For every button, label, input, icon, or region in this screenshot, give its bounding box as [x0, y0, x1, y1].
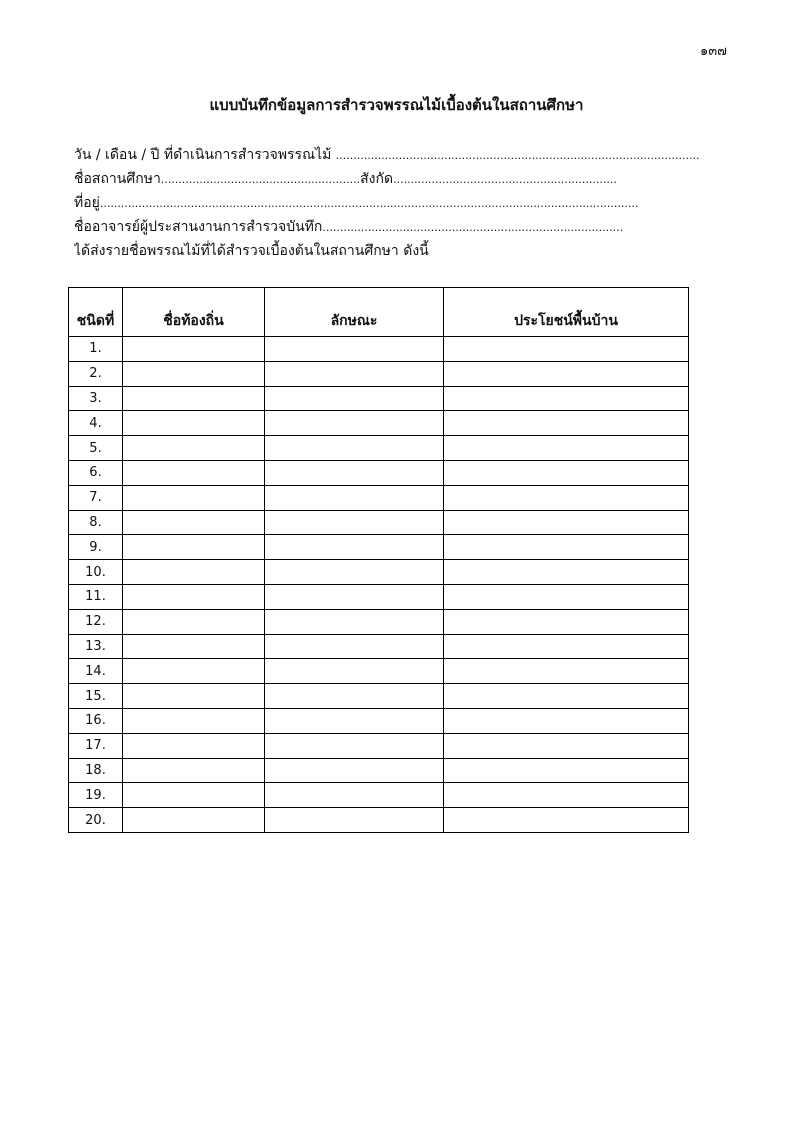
local-uses-cell[interactable] [444, 634, 689, 659]
local-uses-cell[interactable] [444, 411, 689, 436]
table-header-row [69, 288, 689, 337]
row-number-cell: 4. [69, 411, 123, 436]
local-uses-cell[interactable] [444, 808, 689, 833]
table-row [69, 758, 689, 783]
characteristics-cell[interactable] [265, 783, 444, 808]
table-row [69, 708, 689, 733]
row-number-cell: 1. [69, 337, 123, 362]
table-row [69, 386, 689, 411]
local-uses-cell[interactable] [444, 436, 689, 461]
local-name-cell[interactable] [123, 783, 265, 808]
characteristics-cell[interactable] [265, 411, 444, 436]
local-name-cell[interactable] [123, 337, 265, 362]
local-name-cell[interactable] [123, 361, 265, 386]
local-name-cell[interactable] [123, 535, 265, 560]
local-name-cell[interactable] [123, 436, 265, 461]
local-uses-cell[interactable] [444, 386, 689, 411]
local-name-cell[interactable] [123, 758, 265, 783]
local-uses-cell[interactable] [444, 361, 689, 386]
table-row [69, 460, 689, 485]
row-number-cell: 20. [69, 808, 123, 833]
table-row [69, 609, 689, 634]
local-uses-cell[interactable] [444, 460, 689, 485]
local-name-cell[interactable] [123, 634, 265, 659]
row-number-cell: 13. [69, 634, 123, 659]
address-line [74, 192, 714, 216]
characteristics-cell[interactable] [265, 361, 444, 386]
local-uses-cell[interactable] [444, 659, 689, 684]
table-row [69, 535, 689, 560]
table-row [69, 436, 689, 461]
characteristics-cell[interactable] [265, 436, 444, 461]
survey-date-field[interactable]: ........................................................................................................ [335, 149, 700, 162]
row-number-cell: 3. [69, 386, 123, 411]
local-uses-cell[interactable] [444, 708, 689, 733]
local-uses-cell[interactable] [444, 535, 689, 560]
local-name-cell[interactable] [123, 560, 265, 585]
row-number-cell: 11. [69, 584, 123, 609]
plant-survey-table [68, 287, 689, 833]
row-number-cell: 18. [69, 758, 123, 783]
table-row [69, 684, 689, 709]
table-row [69, 659, 689, 684]
table-row [69, 361, 689, 386]
local-name-cell[interactable] [123, 460, 265, 485]
row-number-cell: 5. [69, 436, 123, 461]
local-uses-cell[interactable] [444, 684, 689, 709]
form-info-fields [74, 144, 714, 264]
table-row [69, 337, 689, 362]
row-number-cell: 17. [69, 733, 123, 758]
affiliation-field[interactable]: ................................................................ [393, 173, 617, 186]
characteristics-cell[interactable] [265, 485, 444, 510]
local-uses-cell[interactable] [444, 733, 689, 758]
column-header-number: ชนิดที่ [69, 288, 123, 337]
local-uses-cell[interactable] [444, 560, 689, 585]
row-number-cell: 10. [69, 560, 123, 585]
row-number-cell: 9. [69, 535, 123, 560]
local-name-cell[interactable] [123, 510, 265, 535]
school-name-label: ชื่อสถานศึกษา [74, 171, 161, 187]
school-name-field[interactable]: ......................................................... [160, 173, 361, 186]
survey-date-label: วัน / เดือน / ปี ที่ดำเนินการสำรวจพรรณไม้ [74, 147, 336, 163]
characteristics-cell[interactable] [265, 684, 444, 709]
table-row [69, 634, 689, 659]
column-header-characteristics: ลักษณะ [265, 288, 444, 337]
local-uses-cell[interactable] [444, 783, 689, 808]
characteristics-cell[interactable] [265, 584, 444, 609]
local-name-cell[interactable] [123, 485, 265, 510]
local-uses-cell[interactable] [444, 584, 689, 609]
local-name-cell[interactable] [123, 386, 265, 411]
table-row [69, 510, 689, 535]
row-number-cell: 15. [69, 684, 123, 709]
local-name-cell[interactable] [123, 609, 265, 634]
local-name-cell[interactable] [123, 411, 265, 436]
row-number-cell: 7. [69, 485, 123, 510]
address-label: ที่อยู่ [74, 195, 100, 211]
characteristics-cell[interactable] [265, 535, 444, 560]
local-name-cell[interactable] [123, 584, 265, 609]
local-name-cell[interactable] [123, 684, 265, 709]
characteristics-cell[interactable] [265, 634, 444, 659]
row-number-cell: 19. [69, 783, 123, 808]
row-number-cell: 12. [69, 609, 123, 634]
characteristics-cell[interactable] [265, 510, 444, 535]
affiliation-label: สังกัด [360, 171, 394, 187]
characteristics-cell[interactable] [265, 808, 444, 833]
address-field[interactable]: .......................................................................................................................................................... [99, 197, 639, 210]
table-row [69, 783, 689, 808]
table-row [69, 560, 689, 585]
table-row [69, 485, 689, 510]
characteristics-cell[interactable] [265, 659, 444, 684]
table-row [69, 584, 689, 609]
row-number-cell: 16. [69, 708, 123, 733]
characteristics-cell[interactable] [265, 609, 444, 634]
row-number-cell: 2. [69, 361, 123, 386]
local-name-cell[interactable] [123, 659, 265, 684]
column-header-local-name: ชื่อท้องถิ่น [123, 288, 265, 337]
statement-line: ได้ส่งรายชื่อพรรณไม้ที่ได้สำรวจเบื้องต้นในสถานศึกษา ดังนี้ [74, 243, 429, 259]
local-uses-cell[interactable] [444, 485, 689, 510]
characteristics-cell[interactable] [265, 386, 444, 411]
table-row [69, 411, 689, 436]
table-row [69, 808, 689, 833]
local-uses-cell[interactable] [444, 609, 689, 634]
characteristics-cell[interactable] [265, 460, 444, 485]
survey-date-line [74, 144, 714, 168]
form-title: แบบบันทึกข้อมูลการสำรวจพรรณไม้เบื้องต้นในสถานศึกษา [209, 96, 584, 114]
coordinator-line [74, 216, 714, 240]
coordinator-label: ชื่ออาจารย์ผู้ประสานงานการสำรวจบันทึก [74, 219, 323, 235]
characteristics-cell[interactable] [265, 560, 444, 585]
local-uses-cell[interactable] [444, 510, 689, 535]
row-number-cell: 8. [69, 510, 123, 535]
table-body [69, 337, 689, 833]
row-number-cell: 6. [69, 460, 123, 485]
local-uses-cell[interactable] [444, 758, 689, 783]
table-row [69, 733, 689, 758]
characteristics-cell[interactable] [265, 337, 444, 362]
local-uses-cell[interactable] [444, 337, 689, 362]
local-name-cell[interactable] [123, 733, 265, 758]
characteristics-cell[interactable] [265, 733, 444, 758]
local-name-cell[interactable] [123, 808, 265, 833]
local-name-cell[interactable] [123, 708, 265, 733]
characteristics-cell[interactable] [265, 708, 444, 733]
page-number: ๑๓๗ [700, 44, 727, 59]
column-header-local-uses: ประโยชน์พื้นบ้าน [444, 288, 689, 337]
school-line [74, 168, 714, 192]
coordinator-field[interactable]: ...................................................................................... [322, 221, 624, 234]
row-number-cell: 14. [69, 659, 123, 684]
characteristics-cell[interactable] [265, 758, 444, 783]
